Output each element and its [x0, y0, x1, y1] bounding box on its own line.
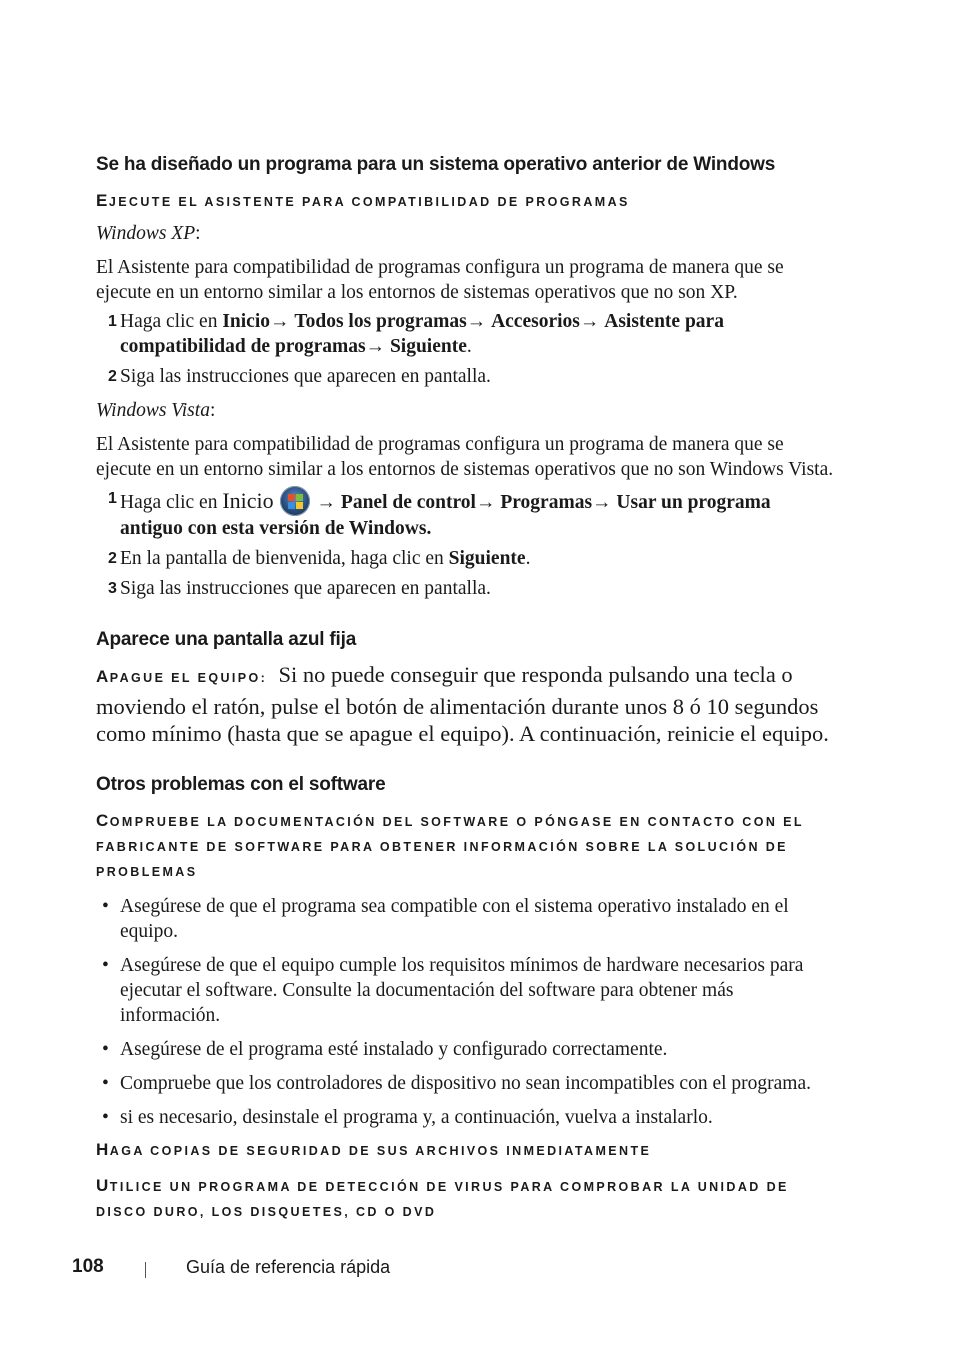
- section-heading-blue-screen: Aparece una pantalla azul fija: [96, 629, 357, 650]
- section-heading-old-windows: Se ha diseñado un programa para un sistema operativo anterior de Windows: [96, 154, 776, 175]
- page-number: 108: [72, 1256, 104, 1277]
- subheading-run-compat-wizard: EJECUTE EL ASISTENTE PARA COMPATIBILIDAD DE PROGRAMAS: [96, 191, 630, 210]
- vista-step-3: 3 Siga las instrucciones que aparecen en pantalla.: [108, 578, 491, 599]
- windows-vista-label: Windows Vista:: [96, 400, 216, 421]
- subheading-check-documentation: COMPRUEBE LA DOCUMENTACIÓN DEL SOFTWARE O PÓNGASE EN CONTACTO CON EL FABRICANTE DE SOFTWARE PARA OBTENER INFORMACIÓN SOBRE LA SOLUCIÓN DE PROBLEMAS: [96, 810, 804, 879]
- blue-screen-lead: APAGUE EL EQUIPO:: [96, 667, 268, 686]
- windows-xp-label: Windows XP:: [96, 223, 201, 244]
- subheading-virus-scan: UTILICE UN PROGRAMA DE DETECCIÓN DE VIRUS PARA COMPROBAR LA UNIDAD DE DISCO DURO, LOS DISQUETES, CD O DVD: [96, 1175, 789, 1219]
- vista-paragraph: El Asistente para compatibilidad de programas configura un programa de manera que se ejecute en un entorno similar a los entornos de sistemas operativos que no son Windows Vista.: [96, 434, 834, 480]
- list-item: • Asegúrese de que el programa sea compatible con el sistema operativo instalado en el equipo.: [102, 895, 789, 942]
- xp-paragraph: El Asistente para compatibilidad de programas configura un programa de manera que se ejecute en un entorno similar a los entornos de sistemas operativos que no son XP.: [96, 257, 784, 303]
- vista-step-2: 2 En la pantalla de bienvenida, haga clic en Siguiente.: [108, 548, 531, 569]
- xp-step-1: 1 Haga clic en Inicio→ Todos los programas→ Accesorios→ Asistente para compatibilidad de programas→ Siguiente.: [108, 311, 724, 357]
- vista-step-1: 1 Haga clic en Inicio → Panel de control→ Programas→ Usar un programa antiguo con esta versión de Windows.: [108, 488, 771, 539]
- page-content: [96, 154, 836, 1225]
- blue-screen-paragraph: APAGUE EL EQUIPO: Si no puede conseguir que responda pulsando una tecla o moviendo el ratón, pulse el botón de alimentación durante unos 8 ó 10 segundos como mínimo (hasta que se apague el equipo). A continuación, reinicie el equipo.: [96, 662, 829, 746]
- xp-step-2: 2 Siga las instrucciones que aparecen en pantalla.: [108, 366, 491, 387]
- subheading-backup-files: HAGA COPIAS DE SEGURIDAD DE SUS ARCHIVOS INMEDIATAMENTE: [96, 1139, 652, 1159]
- software-checklist: [96, 894, 836, 1130]
- windows-start-icon: [280, 486, 310, 516]
- list-item: • Asegúrese de el programa esté instalado y configurado correctamente.: [102, 1038, 668, 1060]
- footer-divider: [145, 1262, 146, 1278]
- list-item: • Compruebe que los controladores de dispositivo no sean incompatibles con el programa.: [102, 1072, 812, 1094]
- list-item: • Asegúrese de que el equipo cumple los requisitos mínimos de hardware necesarios para ejecutar el software. Consulte la documentación del software para obtener más información.: [102, 954, 804, 1026]
- section-heading-other-software: Otros problemas con el software: [96, 773, 386, 795]
- footer-title: Guía de referencia rápida: [186, 1257, 391, 1277]
- list-item: • si es necesario, desinstale el programa y, a continuación, vuelva a instalarlo.: [102, 1106, 713, 1128]
